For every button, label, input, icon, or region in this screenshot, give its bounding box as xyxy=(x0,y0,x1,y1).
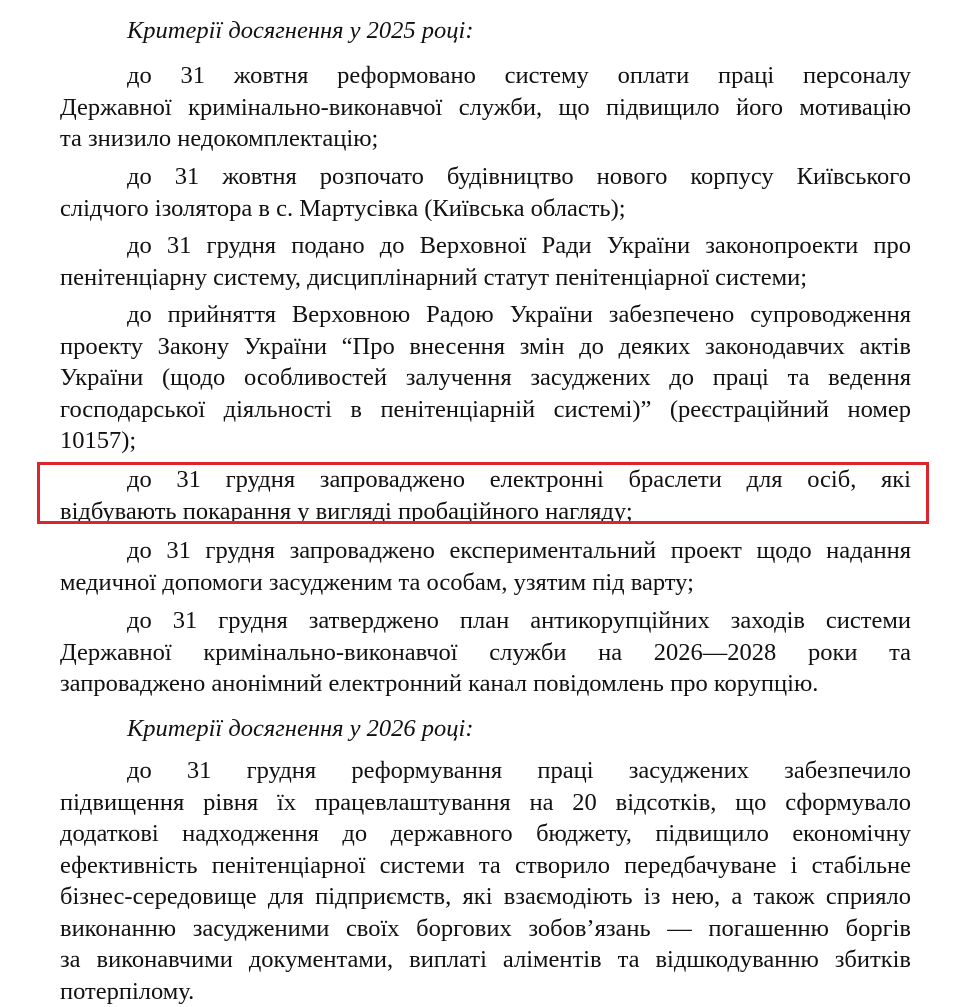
text-line: України (щодо особливостей залучення засуджених до праці та ведення xyxy=(60,362,911,394)
paragraph-anticorruption xyxy=(60,605,911,700)
text-line: до 31 грудня реформування праці засуджених забезпечило xyxy=(60,755,911,787)
text-line: 10157); xyxy=(60,425,911,457)
text-line: додаткові надходження до державного бюджету, підвищило економічну xyxy=(60,818,911,850)
heading-criteria-2025: Критерії досягнення у 2025 році: xyxy=(127,16,473,46)
text-line: Державної кримінально-виконавчої служби на 2026—2028 роки та xyxy=(60,637,911,669)
text-line: ефективність пенітенціарної системи та створило передбачуване і стабільне xyxy=(60,850,911,882)
text-line: до 31 грудня запроваджено експериментальний проект щодо надання xyxy=(60,535,911,567)
text-line: до 31 грудня запроваджено електронні браслети для осіб, які xyxy=(60,464,911,496)
text-line: до 31 жовтня розпочато будівництво нового корпусу Київського xyxy=(60,161,911,193)
text-line: та знизило недокомплектацію; xyxy=(60,123,911,155)
text-line: відбувають покарання у вигляді пробаційного нагляду; xyxy=(60,496,911,528)
text-line: потерпілому. xyxy=(60,976,911,1007)
text-line: до прийняття Верховною Радою України забезпечено супроводження xyxy=(60,299,911,331)
text-line: Державної кримінально-виконавчої служби, що підвищило його мотивацію xyxy=(60,92,911,124)
paragraph-electronic-bracelets xyxy=(60,464,911,527)
text-line: виконанню засудженими своїх боргових зобов’язань — погашенню боргів xyxy=(60,913,911,945)
text-line: до 31 жовтня реформовано систему оплати праці персоналу xyxy=(60,60,911,92)
text-line: пенітенціарну систему, дисциплінарний статут пенітенціарної системи; xyxy=(60,262,911,294)
text-line: слідчого ізолятора в с. Мартусівка (Київська область); xyxy=(60,193,911,225)
paragraph-labor-reform xyxy=(60,755,911,1007)
text-line: за виконавчими документами, виплаті аліментів та відшкодуванню збитків xyxy=(60,944,911,976)
paragraph-construction xyxy=(60,161,911,224)
text-line: підвищення рівня їх працевлаштування на 20 відсотків, що сформувало xyxy=(60,787,911,819)
text-line: господарської діяльності в пенітенціарній системі)” (реєстраційний номер xyxy=(60,394,911,426)
paragraph-medical-project xyxy=(60,535,911,598)
text-line: проекту Закону України “Про внесення змін до деяких законодавчих актів xyxy=(60,331,911,363)
text-line: до 31 грудня подано до Верховної Ради України законопроекти про xyxy=(60,230,911,262)
text-line: бізнес-середовище для підприємств, які взаємодіють із нею, а також сприяло xyxy=(60,881,911,913)
paragraph-law-support xyxy=(60,299,911,457)
text-line: медичної допомоги засудженим та особам, узятим під варту; xyxy=(60,567,911,599)
heading-criteria-2026: Критерії досягнення у 2026 році: xyxy=(127,714,473,744)
text-line: до 31 грудня затверджено план антикорупційних заходів системи xyxy=(60,605,911,637)
paragraph-draft-laws xyxy=(60,230,911,293)
paragraph-pay-reform xyxy=(60,60,911,155)
text-line: запроваджено анонімний електронний канал повідомлень про корупцію. xyxy=(60,668,911,700)
